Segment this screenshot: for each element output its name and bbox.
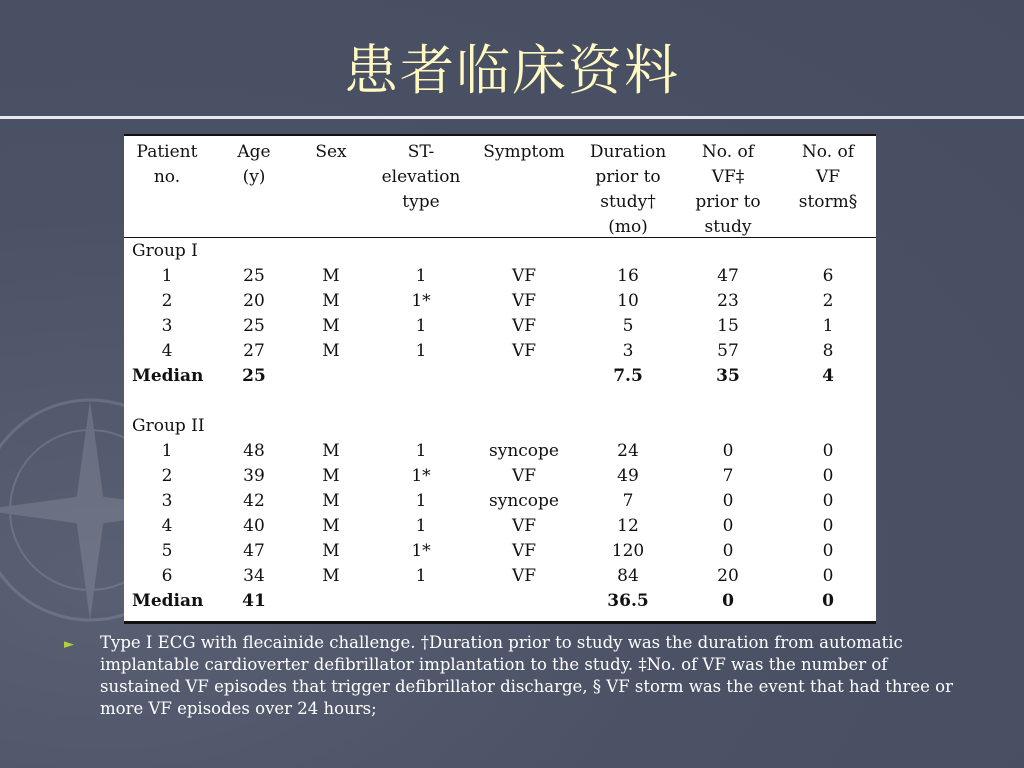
column-header: No. of VF‡ prior to study — [695, 142, 761, 237]
table-cell: M — [322, 341, 340, 361]
column-header: Symptom — [483, 142, 565, 162]
table-cell: 40 — [243, 516, 265, 536]
table-cell: 1 — [415, 491, 427, 511]
table-cell: 0 — [822, 516, 834, 536]
table-cell: 16 — [617, 266, 639, 286]
table-cell: 6 — [161, 566, 173, 586]
table-cell: 0 — [822, 466, 834, 486]
table-cell: syncope — [489, 491, 559, 511]
column-header: Age (y) — [237, 142, 271, 187]
median-value: 7.5 — [613, 366, 643, 386]
table-cell: 1* — [411, 291, 431, 311]
footnote-text: Type I ECG with flecainide challenge. †Duration prior to study was the duration from automatic implantable cardioverter defibrillator implantation to the study. ‡No. of VF was the number of sustained VF episodes that trigger defibrillator discharge, § VF storm was the event that had three or more VF episodes over 24 hours; — [100, 633, 953, 718]
footnote — [64, 632, 964, 720]
table-cell: 1 — [415, 266, 427, 286]
table-cell: 27 — [243, 341, 265, 361]
table-cell: 3 — [161, 316, 173, 336]
table-cell: M — [322, 441, 340, 461]
table-cell: 10 — [617, 291, 639, 311]
table-cell: 84 — [617, 566, 639, 586]
slide-title: 患者临床资料 — [344, 39, 680, 102]
table-cell: VF — [511, 566, 537, 586]
table-cell: M — [322, 316, 340, 336]
table-cell: 47 — [243, 541, 265, 561]
table-cell: 0 — [722, 491, 734, 511]
table-cell: M — [322, 566, 340, 586]
table-cell: M — [322, 541, 340, 561]
table-cell: 3 — [161, 491, 173, 511]
table-cell: 7 — [622, 491, 634, 511]
table-cell: 5 — [161, 541, 173, 561]
triangle-bullet-icon: ► — [64, 637, 74, 652]
median-value: 0 — [822, 591, 834, 611]
table-cell: 0 — [722, 541, 734, 561]
table-cell: 25 — [243, 316, 265, 336]
table-cell: 20 — [717, 566, 739, 586]
table-cell: 1 — [161, 441, 173, 461]
table-cell: 20 — [243, 291, 265, 311]
table-cell: 1 — [415, 516, 427, 536]
table-cell: 2 — [822, 291, 834, 311]
column-header: ST- elevation type — [381, 142, 461, 212]
table-bottom-rule — [124, 621, 876, 624]
table-cell: M — [322, 266, 340, 286]
table-cell: 23 — [717, 291, 739, 311]
table-cell: 4 — [161, 341, 173, 361]
median-value: 35 — [716, 366, 740, 386]
table-cell: 34 — [243, 566, 265, 586]
median-value: 36.5 — [607, 591, 649, 611]
table-cell: 0 — [822, 566, 834, 586]
table-cell: 49 — [617, 466, 639, 486]
table-cell: 8 — [822, 341, 834, 361]
title-divider — [0, 116, 1024, 119]
table-cell: 0 — [822, 541, 834, 561]
table-cell: 7 — [722, 466, 734, 486]
group-label: Group I — [132, 241, 198, 261]
column-header: No. of VF storm§ — [798, 142, 858, 212]
table-cell: VF — [511, 516, 537, 536]
table-cell: VF — [511, 341, 537, 361]
group-label: Group II — [132, 416, 205, 436]
table-cell: VF — [511, 291, 537, 311]
table-cell: M — [322, 516, 340, 536]
table-cell: 47 — [717, 266, 739, 286]
table-cell: M — [322, 466, 340, 486]
table-cell: 4 — [161, 516, 173, 536]
table-cell: 3 — [622, 341, 634, 361]
table-cell: 24 — [617, 441, 639, 461]
table-cell: 1 — [415, 441, 427, 461]
table-cell: M — [322, 291, 340, 311]
table-cell: 1* — [411, 466, 431, 486]
table-cell: VF — [511, 541, 537, 561]
table-cell: 5 — [622, 316, 634, 336]
table-cell: 0 — [722, 441, 734, 461]
table-cell: 0 — [822, 491, 834, 511]
median-value: 25 — [242, 366, 266, 386]
table-cell: 1 — [822, 316, 834, 336]
clinical-data-table — [124, 134, 876, 624]
table-cell: 1* — [411, 541, 431, 561]
column-header: Sex — [315, 142, 347, 162]
table-cell: 1 — [415, 341, 427, 361]
table-cell: M — [322, 491, 340, 511]
table-cell: 0 — [722, 516, 734, 536]
table-cell: 2 — [161, 466, 173, 486]
table-cell: 57 — [717, 341, 739, 361]
table-cell: 1 — [161, 266, 173, 286]
table-cell: 120 — [611, 541, 645, 561]
table-cell: 1 — [415, 316, 427, 336]
table-cell: 1 — [415, 566, 427, 586]
median-label: Median — [132, 366, 204, 386]
table-cell: VF — [511, 466, 537, 486]
table-cell: 42 — [243, 491, 265, 511]
median-value: 41 — [242, 591, 266, 611]
table-cell: 0 — [822, 441, 834, 461]
median-value: 4 — [822, 366, 834, 386]
table-cell: 25 — [243, 266, 265, 286]
median-label: Median — [132, 591, 204, 611]
table-cell: 15 — [717, 316, 739, 336]
column-header: Duration prior to study† (mo) — [589, 142, 667, 237]
table-cell: VF — [511, 316, 537, 336]
table-cell: 39 — [243, 466, 265, 486]
table-cell: 2 — [161, 291, 173, 311]
median-value: 0 — [722, 591, 734, 611]
table-cell: 48 — [243, 441, 265, 461]
table-cell: 6 — [822, 266, 834, 286]
table-cell: 12 — [617, 516, 639, 536]
table-top-rule — [124, 134, 876, 136]
table-cell: VF — [511, 266, 537, 286]
table-cell: syncope — [489, 441, 559, 461]
column-header: Patient no. — [136, 142, 198, 187]
